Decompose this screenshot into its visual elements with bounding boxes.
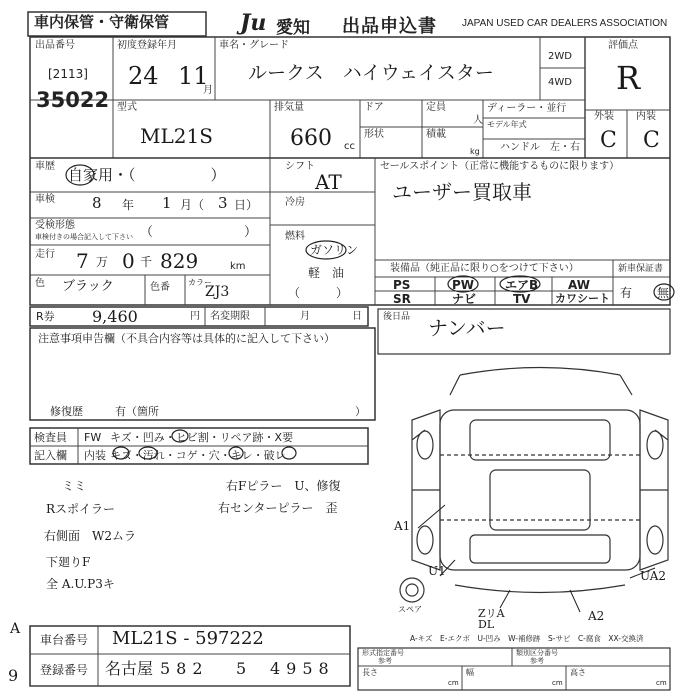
dealer-label: ディーラー・並行	[487, 103, 567, 114]
later-label: 後日品	[383, 312, 411, 322]
equip-airbag: エアB	[505, 278, 539, 292]
equip-tv: TV	[513, 292, 531, 306]
margin-mark-bottom: 9	[8, 666, 19, 685]
accept-note: 車検付きの場合記入して下さい	[35, 233, 133, 241]
mileage-man: 7	[76, 249, 89, 273]
fuel-label: 燃料	[285, 231, 305, 242]
mileage-rest: 829	[160, 249, 199, 273]
shape-label: 形状	[364, 129, 384, 140]
equip-aw: AW	[568, 278, 590, 292]
height-unit: cm	[656, 679, 667, 687]
width-unit: cm	[552, 679, 563, 687]
length-unit: cm	[448, 679, 459, 687]
plate-number: 4958	[270, 659, 335, 678]
color-code: ZJ3	[205, 284, 230, 300]
color-value: ブラック	[62, 279, 114, 294]
interior-label: 内装	[636, 111, 656, 122]
load-unit: kg	[470, 147, 480, 156]
warranty-yes: 有	[620, 286, 633, 300]
width-label: 幅	[466, 668, 474, 677]
entry-label: 記入欄	[34, 449, 67, 462]
handle-label: ハンドル 左・右	[500, 142, 580, 153]
lot-number: 35022	[36, 88, 110, 112]
inspection-year-unit: 年	[122, 198, 135, 212]
shift-label: シフト	[285, 161, 315, 172]
warranty-label: 新車保証書	[618, 264, 664, 274]
remark-1: ミミ	[62, 479, 87, 493]
chassis-value: ML21S - 597222	[112, 628, 264, 649]
repair-close: ）	[355, 405, 366, 418]
inspection-label: 車検	[35, 194, 55, 205]
equip-power-seat: カワシート	[555, 292, 610, 305]
name-change-month: 月	[300, 311, 310, 322]
drive-4wd: 4WD	[548, 77, 572, 88]
sales-point-value: ユーザー買取車	[392, 180, 532, 204]
plate-class: 582	[160, 659, 209, 678]
equip-navi: ナビ	[452, 292, 477, 306]
plate-label: 登録番号	[40, 663, 89, 677]
interior-inspect-label: 内装	[84, 449, 106, 462]
note-center-pillar: 右センターピラー 歪	[218, 501, 338, 515]
recycle-unit: 円	[190, 311, 200, 322]
type-ref-label: 参考	[378, 657, 392, 665]
warranty-no: 無	[657, 286, 670, 300]
org-english: JAPAN USED CAR DEALERS ASSOCIATION	[462, 18, 668, 29]
repair-label: 修復歴	[50, 405, 83, 418]
ju-logo: Ju	[240, 10, 267, 36]
capacity-unit: 人	[473, 115, 483, 126]
equipment-label: 装備品（純正品に限り○をつけて下さい）	[390, 263, 579, 274]
category-ref-label: 参考	[530, 657, 544, 665]
category-number-label: 類別区分番号	[516, 649, 558, 657]
cooling-label: 冷房	[285, 197, 305, 208]
fuel-other: （ ）	[288, 286, 349, 300]
lot-number-label: 出品番号	[35, 40, 75, 51]
plate-kana: 5	[236, 659, 247, 678]
remark-3: 右側面 W2ムラ	[44, 529, 136, 543]
displacement-value: 660	[290, 126, 332, 151]
load-label: 積載	[426, 129, 446, 140]
note-u1: U1	[428, 564, 446, 578]
note-ua2: UA2	[640, 569, 667, 583]
fw-items: キズ・凹み・ヒビ割・リペア跡・X要	[110, 431, 294, 444]
org-name: 愛知	[276, 18, 310, 38]
type-number-label: 形式指定番号	[362, 649, 404, 657]
sales-point-label: セールスポイント（正常に機能するものに限ります）	[380, 161, 620, 172]
model-year-label: モデル年式	[487, 120, 527, 129]
height-label: 高さ	[570, 668, 586, 677]
equip-ps: PS	[393, 278, 411, 292]
exterior-label: 外装	[594, 111, 614, 122]
reg-year: 24	[128, 62, 159, 90]
note-a1: A1	[394, 519, 411, 533]
length-label: 長さ	[362, 668, 378, 677]
interior-grade: C	[643, 128, 660, 153]
color-label: 色	[35, 278, 45, 289]
damage-legend: A-キズ E-エクボ U-凹み W-補修跡 S-サビ C-腐食 XX-交換済	[410, 634, 644, 643]
accept-label: 受検形態	[35, 220, 75, 231]
storage-label: 車内保管・守衛保管	[34, 13, 170, 31]
inspection-day-unit: 日）	[234, 198, 259, 212]
grade-label: 評価点	[608, 40, 638, 51]
note-a2: A2	[588, 609, 605, 623]
fuel-light-oil: 軽 油	[308, 266, 345, 280]
color-number-label: 色番	[150, 282, 170, 293]
inspection-day: 3	[218, 194, 228, 212]
notes-label: 注意事項申告欄（不具合内容等は具体的に記入して下さい）	[38, 332, 335, 345]
plate-area: 名古屋	[105, 659, 154, 678]
inspection-month: 1	[162, 194, 172, 212]
note-spare: スペア	[398, 605, 422, 614]
inspection-year: 8	[92, 194, 102, 212]
mileage-man-unit: 万	[96, 255, 109, 269]
model-label: 型式	[117, 102, 137, 113]
first-reg-label: 初度登録年月	[117, 40, 177, 51]
margin-mark-top: A	[10, 621, 21, 637]
grade-score: R	[616, 59, 641, 97]
note-right-pillar: 右Fピラー U、修復	[226, 479, 341, 493]
history-value: 自家用・（ ）	[68, 166, 226, 184]
mileage-sen-unit: 千	[140, 255, 153, 269]
note-side: ZリA DL	[478, 607, 505, 631]
form-title: 出品申込書	[342, 16, 437, 37]
repair-value: 有（箇所	[115, 405, 159, 418]
later-value: ナンバー	[428, 316, 506, 340]
car-name: ルークス ハイウェイスター	[248, 62, 494, 84]
mileage-label: 走行	[35, 249, 55, 260]
chassis-label: 車台番号	[40, 633, 89, 647]
color-code-label: カラー	[188, 278, 212, 287]
interior-inspect-items: キズ・汚れ・コゲ・穴・キレ・破レ	[110, 449, 286, 462]
displacement-label: 排気量	[274, 102, 304, 113]
name-change-label: 名変期限	[210, 311, 250, 322]
drive-2wd: 2WD	[548, 51, 572, 62]
recycle-value: 9,460	[92, 307, 138, 326]
remark-4: 下廻りF	[46, 555, 91, 569]
name-change-day: 日	[352, 311, 362, 322]
remark-5: 全 A.U.P3キ	[46, 577, 115, 591]
recycle-label: R券	[36, 310, 55, 323]
fw-label: FW	[84, 431, 102, 444]
remark-2: Rスポイラー	[46, 502, 116, 516]
mileage-zero: 0	[122, 249, 135, 273]
history-label: 車歴	[35, 161, 55, 172]
accept-value: （ ）	[140, 225, 258, 240]
capacity-label: 定員	[426, 102, 446, 113]
inspection-month-unit: 月（	[180, 198, 205, 212]
lot-small-code: [2113]	[48, 67, 88, 81]
equip-sr: SR	[393, 292, 411, 306]
exterior-grade: C	[600, 128, 617, 153]
mileage-unit: km	[230, 261, 246, 272]
car-name-label: 車名・グレード	[219, 40, 289, 51]
fuel-gasoline: ガソリン	[310, 243, 359, 257]
equip-pw: PW	[452, 278, 475, 292]
inspector-label: 検査員	[34, 431, 67, 444]
reg-month-unit: 月	[203, 85, 213, 96]
model-value: ML21S	[140, 124, 213, 148]
reg-month: 11	[178, 62, 209, 90]
doors-label: ドア	[364, 102, 384, 113]
displacement-unit: cc	[344, 141, 355, 152]
shift-value: AT	[315, 170, 342, 194]
